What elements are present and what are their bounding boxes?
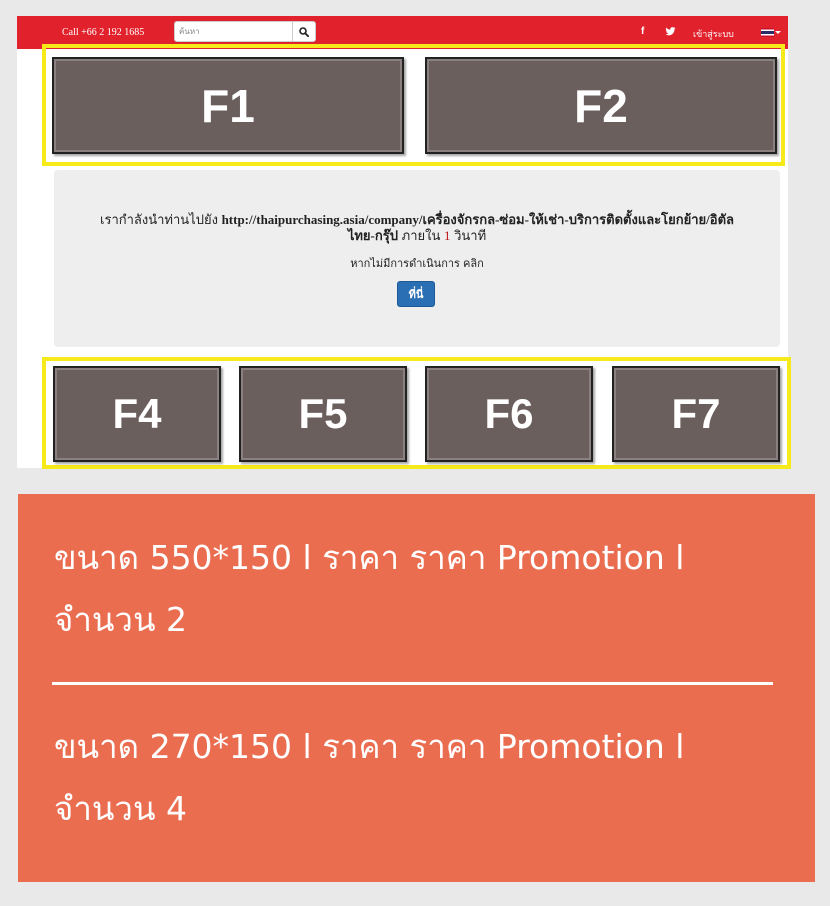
banner-f1[interactable]: F1 — [52, 57, 404, 154]
redirect-panel — [54, 170, 780, 347]
banner-f7[interactable]: F7 — [612, 366, 780, 462]
promo-line-270: ขนาด 270*150 l ราคา ราคา Promotion l จำนวน 4 — [54, 727, 685, 828]
website-mockup — [17, 16, 788, 468]
search-icon — [299, 27, 309, 37]
promo-line-550: ขนาด 550*150 l ราคา ราคา Promotion l จำนวน 2 — [54, 538, 685, 639]
search-input[interactable] — [175, 22, 292, 41]
search-box — [174, 21, 316, 42]
redirect-unit: วินาที — [454, 228, 487, 243]
banner-f4[interactable]: F4 — [53, 366, 221, 462]
redirect-within: ภายใน — [401, 228, 441, 243]
here-button[interactable]: ที่นี่ — [397, 281, 435, 307]
banner-f2[interactable]: F2 — [425, 57, 777, 154]
redirect-message — [54, 212, 780, 244]
language-caret-icon[interactable] — [775, 31, 781, 34]
thai-flag-icon[interactable] — [761, 28, 774, 37]
promo-panel — [18, 494, 815, 882]
redirect-prefix: เรากำลังนำท่านไปยัง — [100, 212, 218, 227]
phone-number[interactable]: Call +66 2 192 1685 — [62, 27, 145, 38]
redirect-fallback: หากไม่มีการดำเนินการ คลิก — [350, 258, 484, 270]
twitter-icon[interactable] — [665, 26, 676, 37]
redirect-url: http://thaipurchasing.asia/company/เครื่องจักรกล-ซ่อม-ให้เช่า-บริการติดตั้งและโยกย้าย/อิตัลไทย-กรุ๊ป — [221, 212, 734, 243]
banner-f6[interactable]: F6 — [425, 366, 593, 462]
promo-divider — [52, 682, 773, 685]
login-dropdown[interactable]: เข้าสู่ระบบ — [693, 29, 734, 39]
search-button[interactable] — [292, 22, 315, 41]
banner-f5[interactable]: F5 — [239, 366, 407, 462]
facebook-icon[interactable]: f — [641, 26, 645, 37]
redirect-seconds: 1 — [443, 228, 451, 243]
